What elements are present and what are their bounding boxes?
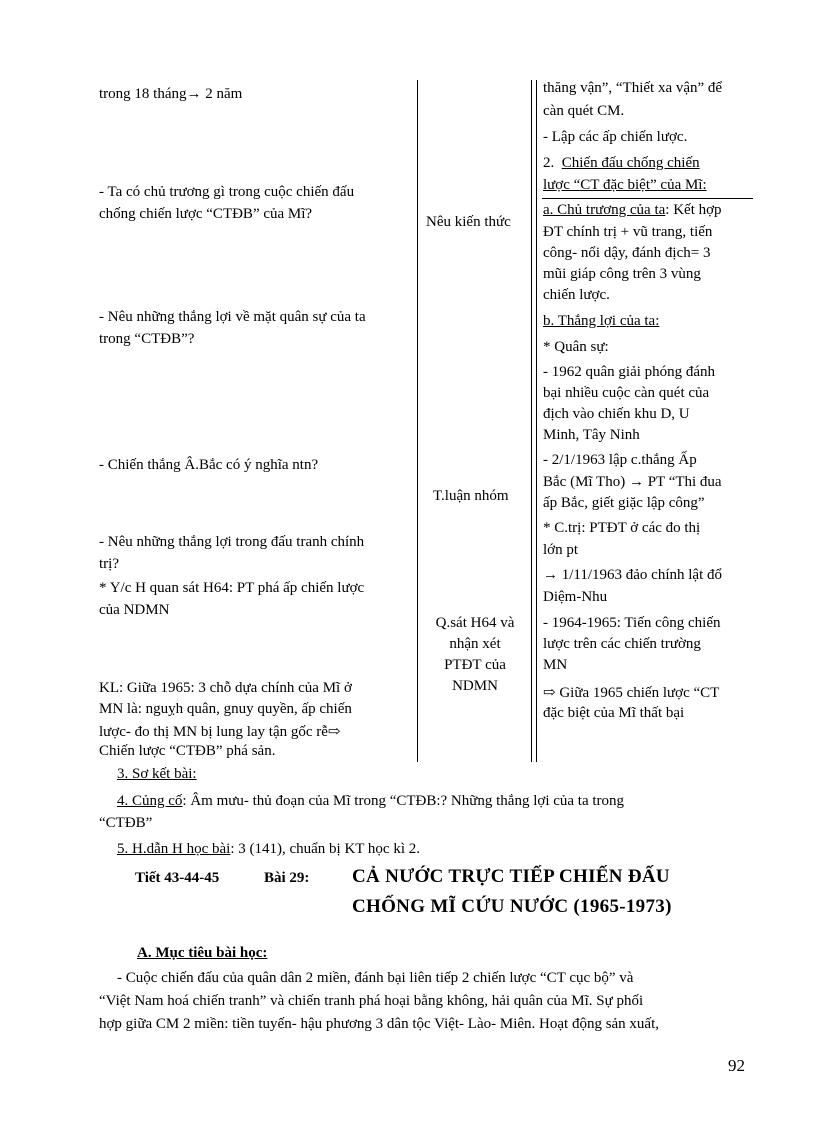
content-text: ấp Bắc, giết giặc lập công” <box>543 495 705 511</box>
conclusion-text: KL: Giữa 1965: 3 chỗ dựa chính của Mĩ ở <box>99 680 352 696</box>
consolidation-text: “CTĐB” <box>99 815 153 831</box>
lesson-period: Tiết 43-44-45 <box>135 870 220 886</box>
content-text: MN <box>543 657 568 673</box>
question-text: của NDMN <box>99 602 170 618</box>
content-heading: lược “CT đặc biệt” của Mĩ: <box>543 177 707 193</box>
question-text: trong 18 tháng→ 2 năm <box>99 86 243 102</box>
method-text: Nêu kiến thức <box>426 214 511 230</box>
content-text: - 1964-1965: Tiến công chiến <box>543 615 721 631</box>
section-heading: A. Mục tiêu bài học: <box>137 945 268 961</box>
body-paragraph: “Việt Nam hoá chiến tranh” và chiến tranh phá hoại bằng không, hải quân của Mĩ. Sự phối <box>99 993 644 1009</box>
content-text: - 2/1/1963 lập c.thắng Ấp <box>543 452 697 468</box>
heading-rule <box>542 198 753 199</box>
content-text: - 1962 quân giải phóng đánh <box>543 364 716 380</box>
content-text: Diệm-Nhu <box>543 589 608 605</box>
conclusion-text: lược- đo thị MN bị lung lay tận gốc rễ⇨ <box>99 724 341 740</box>
content-text: a. Chủ trương của ta: Kết hợp <box>543 202 722 218</box>
table-col-divider-2a <box>531 80 532 762</box>
question-text: trong “CTĐB”? <box>99 331 195 347</box>
content-text: * Quân sự: <box>543 339 609 355</box>
conclusion-text: Chiến lược “CTĐB” phá sản. <box>99 743 276 759</box>
content-text: Bắc (Mĩ Tho) → PT “Thi đua <box>543 474 722 490</box>
content-text: - Lập các ấp chiến lược. <box>543 129 688 145</box>
content-text: đặc biệt của Mĩ thất bại <box>543 705 685 721</box>
content-text: địch vào chiến khu D, U <box>543 406 690 422</box>
table-col-divider-2b <box>536 80 537 762</box>
body-paragraph: - Cuộc chiến đấu của quân dân 2 miền, đánh bại liên tiếp 2 chiến lược “CT cục bộ” và <box>117 970 634 986</box>
lesson-title: CẢ NƯỚC TRỰC TIẾP CHIẾN ĐẤU <box>352 866 670 887</box>
homework-text: 5. H.dẫn H học bài: 3 (141), chuẩn bị KT học kì 2. <box>117 841 421 857</box>
content-text: ⇨ Giữa 1965 chiến lược “CT <box>543 685 720 701</box>
consolidation-text: 4. Củng cố: Âm mưu- thủ đoạn của Mĩ trong “CTĐB:? Những thắng lợi của ta trong <box>117 793 625 809</box>
lesson-title: CHỐNG MĨ CỨU NƯỚC (1965-1973) <box>352 896 672 917</box>
question-text: * Y/c H quan sát H64: PT phá ấp chiến lược <box>99 580 365 596</box>
content-text: lược trên các chiến trường <box>543 636 701 652</box>
content-text: ĐT chính trị + vũ trang, tiến <box>543 224 713 240</box>
page-number: 92 <box>728 1056 745 1075</box>
content-text: công- nổi dậy, đánh địch= 3 <box>543 245 711 261</box>
question-text: chống chiến lược “CTĐB” của Mĩ? <box>99 206 313 222</box>
content-text: → 1/11/1963 đảo chính lật đổ <box>543 567 723 583</box>
content-text: mũi giáp công trên 3 vùng <box>543 266 701 282</box>
content-heading: b. Thắng lợi của ta: <box>543 313 660 329</box>
question-text: - Nêu những thắng lợi trong đấu tranh chính <box>99 534 365 550</box>
question-text: trị? <box>99 556 119 572</box>
question-text: - Nêu những thắng lợi về mặt quân sự của ta <box>99 309 366 325</box>
content-text: * C.trị: PTĐT ở các đo thị <box>543 520 701 536</box>
lesson-number: Bài 29: <box>264 870 310 886</box>
question-text: - Ta có chủ trương gì trong cuộc chiến đấu <box>99 184 355 200</box>
method-text: T.luận nhóm <box>433 488 509 504</box>
content-text: bại nhiều cuộc càn quét của <box>543 385 710 401</box>
content-text: thăng vận”, “Thiết xa vận” để <box>543 80 723 96</box>
question-text: - Chiến thắng Â.Bắc có ý nghĩa ntn? <box>99 457 319 473</box>
content-text: lớn pt <box>543 542 579 558</box>
summary-heading: 3. Sơ kết bài: <box>117 766 197 782</box>
method-text: Q.sát H64 và nhận xét PTĐT của NDMN <box>435 615 515 694</box>
content-heading: 2. Chiến đấu chống chiến <box>543 155 700 171</box>
content-text: chiến lược. <box>543 287 610 303</box>
content-text: Minh, Tây Ninh <box>543 427 640 443</box>
table-col-divider-1 <box>417 80 418 762</box>
content-text: càn quét CM. <box>543 103 625 119</box>
body-paragraph: hợp giữa CM 2 miền: tiền tuyến- hậu phương 3 dân tộc Việt- Lào- Miên. Hoạt động sản xuất, <box>99 1016 660 1032</box>
conclusion-text: MN là: nguỵh quân, gnuy quyền, ấp chiến <box>99 701 352 717</box>
